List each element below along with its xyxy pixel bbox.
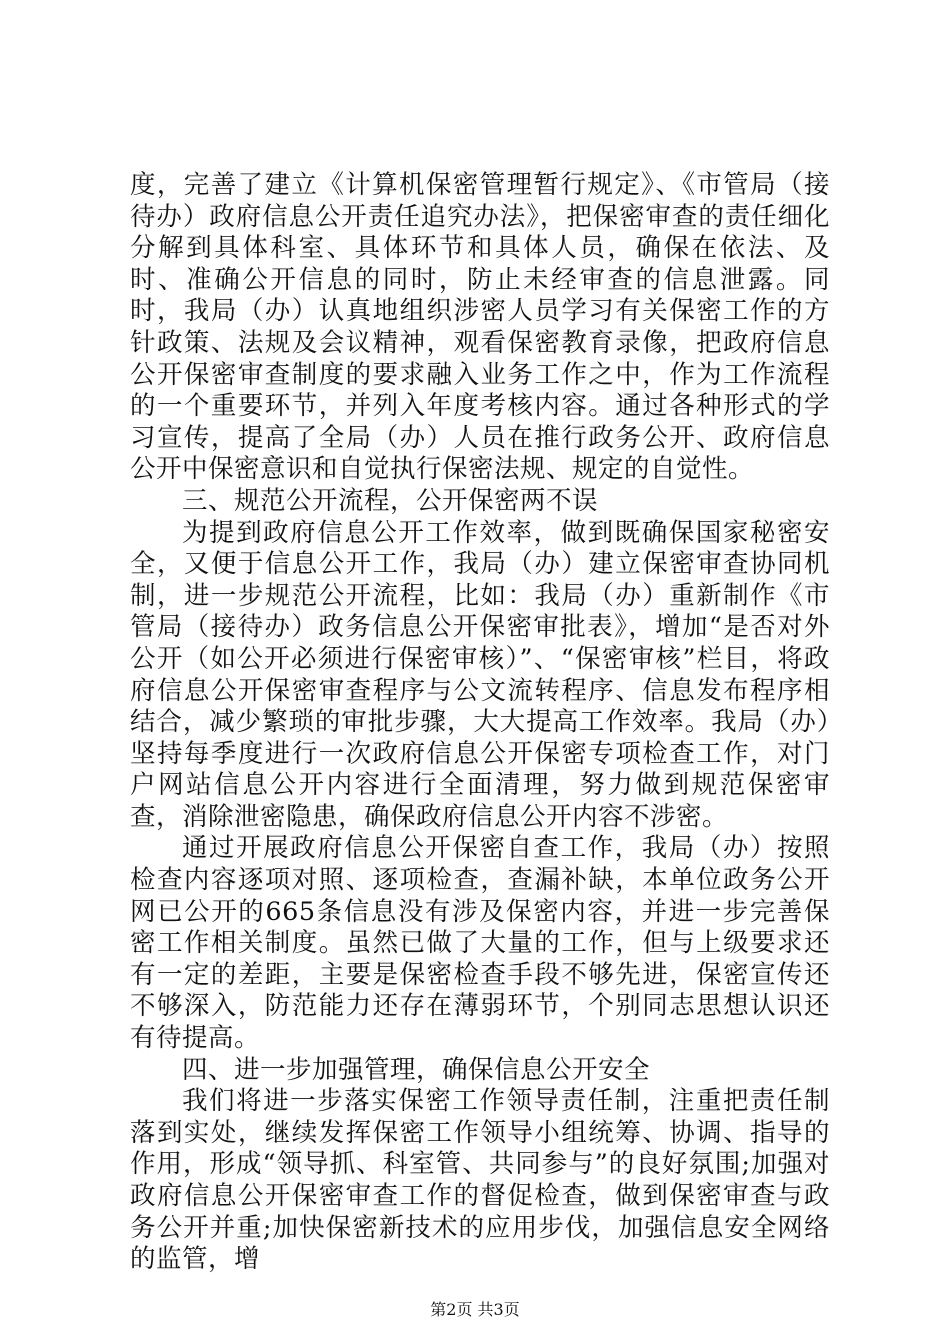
paragraph-continuation: 度，完善了建立《计算机保密管理暂行规定》、《市管局（接待办）政府信息公开责任追究办法》，把保密审查的责任细化分解到具体科室、具体环节和具体人员，确保在依法、及时、准确公开信息的同时，防止未经审查的信息泄露。同时，我局（办）认真地组织涉密人员学习有关保密工作的方针政策、法规及会议精神，观看保密教育录像，把政府信息公开保密审查制度的要求融入业务工作之中，作为工作流程的一个重要环节，并列入年度考核内容。通过各种形式的学习宣传，提高了全局（办）人员在推行政务公开、政府信息公开中保密意识和自觉执行保密法规、规定的自觉性。 [130,170,830,485]
document-body [130,170,830,1276]
page-number-footer: 第2页 共3页 [430,1300,520,1319]
paragraph-process: 为提到政府信息公开工作效率，做到既确保国家秘密安全，又便于信息公开工作，我局（办）建立保密审查协同机制，进一步规范公开流程，比如：我局（办）重新制作《市管局（接待办）政务信息公开保密审批表》，增加“是否对外公开（如公开必须进行保密审核）”、“保密审核”栏目，将政府信息公开保密审查程序与公文流转程序、信息发布程序相结合，减少繁琐的审批步骤，大大提高工作效率。我局（办）坚持每季度进行一次政府信息公开保密专项检查工作，对门户网站信息公开内容进行全面清理，努力做到规范保密审查，消除泄密隐患，确保政府信息公开内容不涉密。 [130,517,830,832]
section-heading-3: 三、规范公开流程，公开保密两不误 [182,485,599,516]
section-heading-4: 四、进一步加强管理，确保信息公开安全 [182,1054,651,1085]
paragraph-self-check: 通过开展政府信息公开保密自查工作，我局（办）按照检查内容逐项对照、逐项检查，查漏补缺，本单位政务公开网已公开的665条信息没有涉及保密内容，并进一步完善保密工作相关制度。虽然已做了大量的工作，但与上级要求还有一定的差距，主要是保密检查手段不够先进，保密宣传还不够深入，防范能力还存在薄弱环节，个别同志思想认识还有待提高。 [130,833,830,1054]
paragraph-management: 我们将进一步落实保密工作领导责任制，注重把责任制落到实处，继续发挥保密工作领导小组统筹、协调、指导的作用，形成“领导抓、科室管、共同参与”的良好氛围;加强对政府信息公开保密审查工作的督促检查，做到保密审查与政务公开并重;加快保密新技术的应用步伐，加强信息安全网络的监管，增 [130,1086,830,1275]
